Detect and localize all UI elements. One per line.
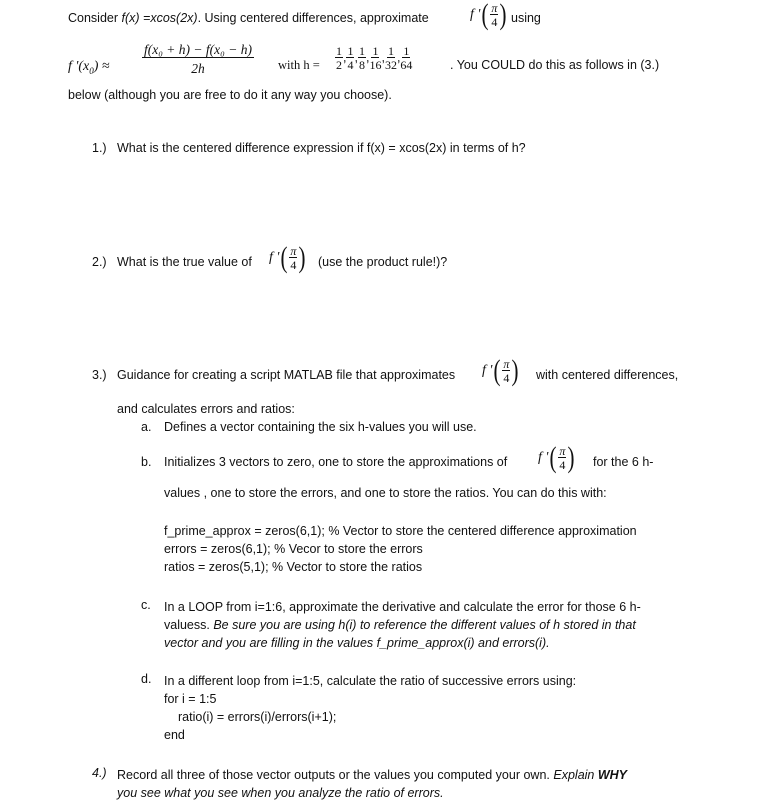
q3-text-after: with centered differences,	[536, 368, 679, 382]
code-line: ratios = zeros(5,1); % Vector to store the ratios	[164, 560, 423, 574]
code-line: end	[164, 728, 185, 742]
q3a-text: Defines a vector containing the six h-values you will use.	[164, 420, 477, 434]
q3c-line-2: valuess. Be sure you are using h(i) to reference the different values of h stored in that	[164, 618, 636, 632]
q1-text: What is the centered difference expression if f(x) = xcos(2x) in terms of h?	[117, 141, 526, 155]
q2-text-before: What is the true value of	[117, 255, 252, 269]
q3d-line-1: In a different loop from i=1:5, calculate the ratio of successive errors using:	[164, 674, 577, 688]
code-line: ratio(i) = errors(i)/errors(i+1);	[178, 710, 337, 724]
with-h: with h =	[278, 58, 320, 72]
q3d-text	[164, 672, 576, 744]
intro-line-1	[68, 11, 429, 25]
q3b-code-block	[164, 522, 637, 576]
q3-label: 3.)	[92, 368, 107, 382]
q4-label: 4.)	[92, 766, 107, 780]
intro-using-text: . Using centered differences, approximate	[197, 11, 429, 25]
approx-fraction: $\frac{\text{f(x₀ + h) − f(x₀ − h)}}{2h}$	[144, 42, 252, 76]
q3b-line-2: values , one to store the errors, and one to store the ratios. You can do this with:	[164, 486, 607, 500]
q3c-text	[164, 598, 641, 652]
q3-line-2: and calculates errors and ratios:	[117, 402, 295, 416]
fprime-symbol: f '	[470, 7, 481, 22]
intro-using: using	[511, 11, 541, 25]
q1-label: 1.)	[92, 141, 107, 155]
intro-function: f(x) =xcos(2x)	[121, 11, 198, 25]
pi-over-4: $\frac{\pi}{4}$	[491, 1, 498, 29]
q3c-line-3: vector and you are filling in the values f_prime_approx(i) and errors(i).	[164, 636, 550, 650]
q3b-fprime-pi4: f '( $\frac{\pi}{4}$ )	[538, 441, 575, 474]
q3a-marker: a.	[141, 420, 152, 434]
q4-text	[117, 766, 627, 802]
q3d-marker: d.	[141, 672, 152, 686]
q2-text-after: (use the product rule!)?	[318, 255, 448, 269]
q2-label: 2.)	[92, 255, 107, 269]
q2-fprime-pi4: f '( $\frac{\pi}{4}$ )	[269, 241, 306, 274]
approx-lhs: f '$(x_0)$ ≈	[68, 59, 110, 76]
q3-fprime-pi4: f '( $\frac{\pi}{4}$ )	[482, 354, 519, 387]
q3c-marker: c.	[141, 598, 151, 612]
intro-fprime-pi4: f '( $\frac{\pi}{4}$ )	[470, 0, 507, 31]
code-line: f_prime_approx = zeros(6,1); % Vector to store the centered difference approximation	[164, 524, 637, 538]
intro-line-3: below (although you are free to do it any way you choose).	[68, 88, 392, 102]
q4-line-1: Record all three of those vector outputs or the values you computed your own. Explain WHY	[117, 768, 628, 782]
q3c-line-1: In a LOOP from i=1:6, approximate the derivative and calculate the error for those 6 h-	[164, 600, 641, 614]
q3b-text-after: for the 6 h-	[593, 455, 654, 469]
code-line: for i = 1:5	[164, 692, 217, 706]
q4-line-2: you see what you see when you analyze the ratio of errors.	[117, 786, 444, 800]
q3-text-before: Guidance for creating a script MATLAB file that approximates	[117, 368, 456, 382]
intro-could: . You COULD do this as follows in (3.)	[450, 58, 660, 72]
q3b-marker: b.	[141, 455, 152, 469]
intro-consider: Consider	[68, 11, 119, 25]
code-line: errors = zeros(6,1); % Vecor to store the errors	[164, 542, 423, 556]
q3b-text-before: Initializes 3 vectors to zero, one to store the approximations of	[164, 455, 508, 469]
h-values: $\frac{1}{2}$ , $\frac{1}{4}$ , $\frac{1}{8}$ , $\frac{1}{16}$ , $\frac{1}{32}$ , $\frac{1}{64}$	[336, 44, 413, 72]
